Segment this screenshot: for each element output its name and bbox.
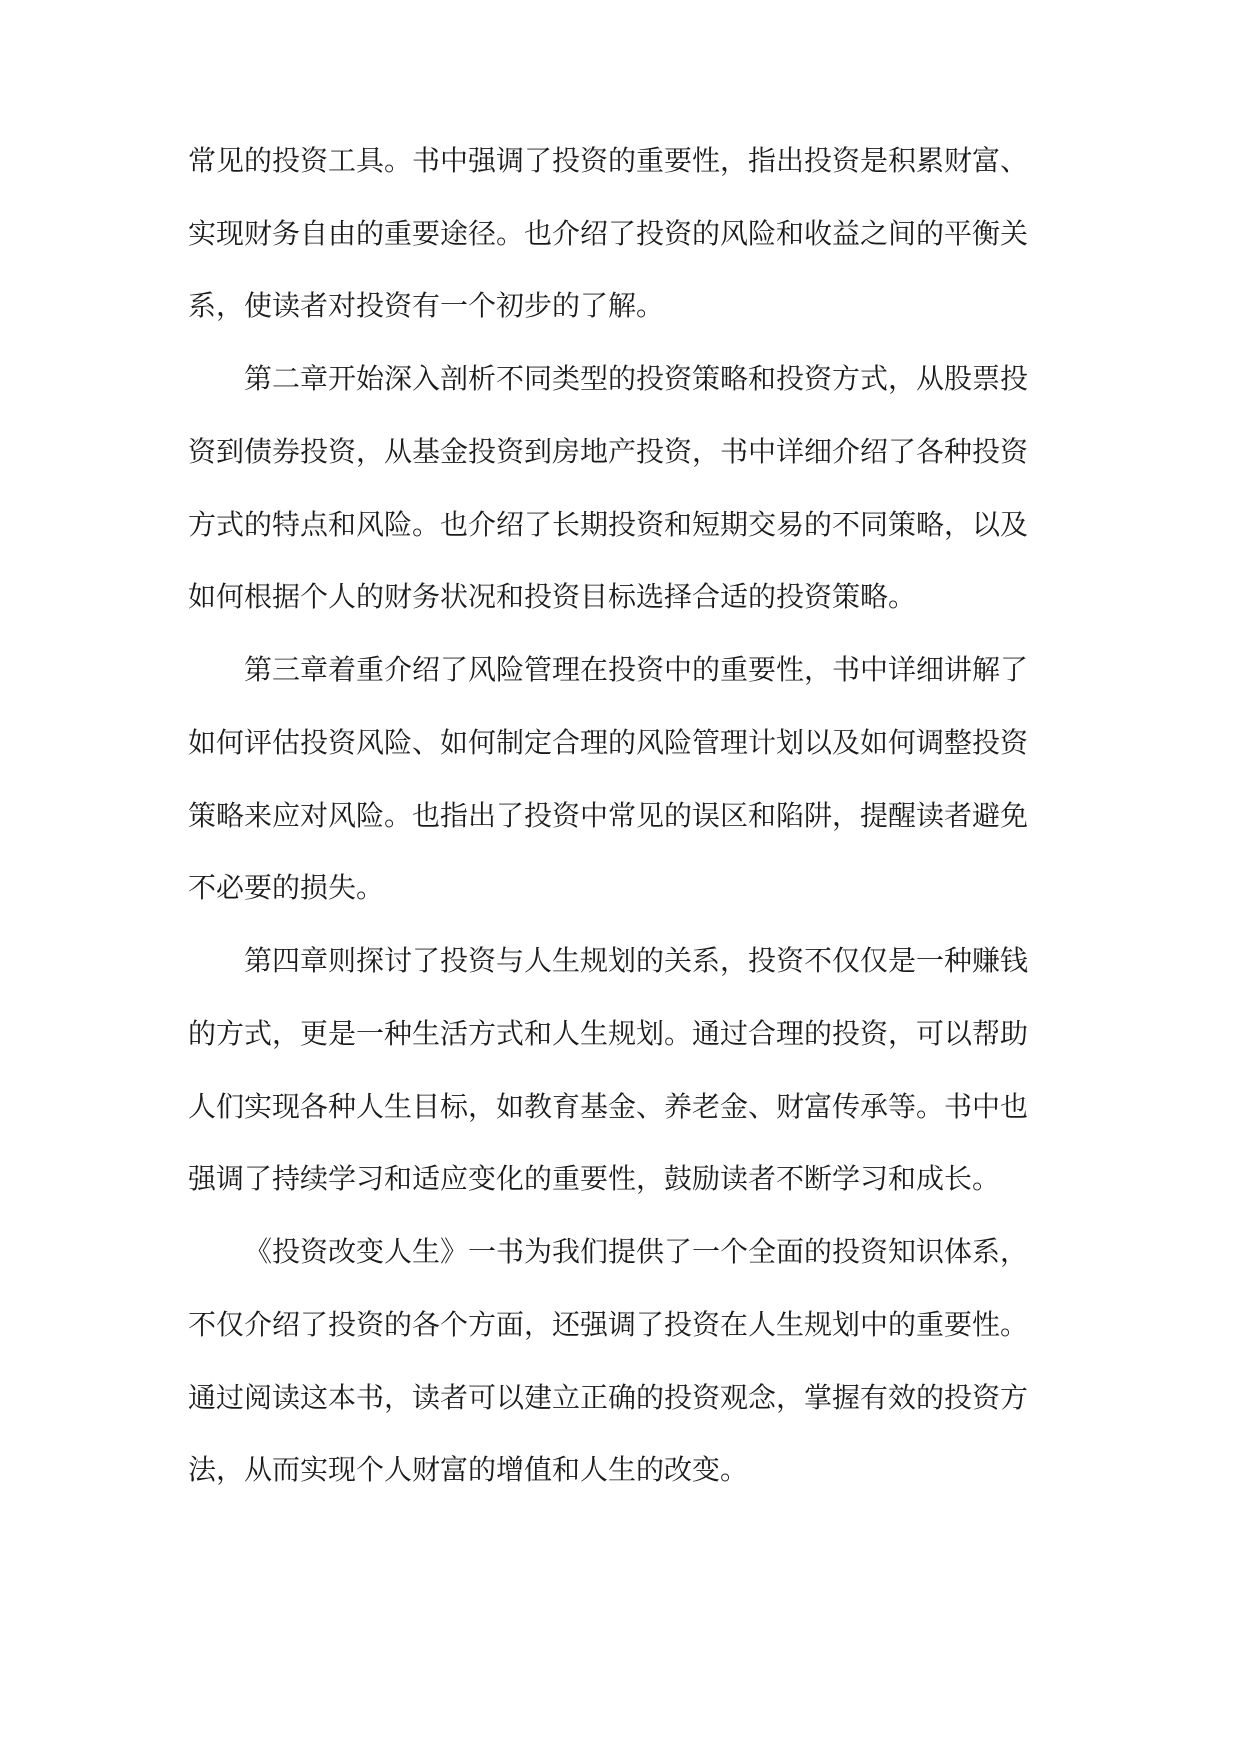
text-line: 实现财务自由的重要途径。也介绍了投资的风险和收益之间的平衡关 <box>188 217 1029 250</box>
text-line: 资到债券投资，从基金投资到房地产投资，书中详细介绍了各种投资 <box>188 435 1029 468</box>
text-line: 强调了持续学习和适应变化的重要性，鼓励读者不断学习和成长。 <box>188 1162 1001 1195</box>
text-line: 不必要的损失。 <box>188 871 385 904</box>
text-line: 不仅介绍了投资的各个方面，还强调了投资在人生规划中的重要性。 <box>188 1308 1029 1341</box>
text-line: 第二章开始深入剖析不同类型的投资策略和投资方式，从股票投 <box>244 362 1029 395</box>
text-line: 策略来应对风险。也指出了投资中常见的误区和陷阱，提醒读者避免 <box>188 799 1029 832</box>
text-line: 第四章则探讨了投资与人生规划的关系，投资不仅仅是一种赚钱 <box>244 944 1029 977</box>
text-line: 法，从而实现个人财富的增值和人生的改变。 <box>188 1453 749 1486</box>
text-line: 人们实现各种人生目标，如教育基金、养老金、财富传承等。书中也 <box>188 1090 1029 1123</box>
text-line: 的方式，更是一种生活方式和人生规划。通过合理的投资，可以帮助 <box>188 1017 1029 1050</box>
text-line: 系，使读者对投资有一个初步的了解。 <box>188 289 665 322</box>
text-line: 常见的投资工具。书中强调了投资的重要性，指出投资是积累财富、 <box>188 144 1029 177</box>
text-line: 如何评估投资风险、如何制定合理的风险管理计划以及如何调整投资 <box>188 726 1029 759</box>
text-line: 第三章着重介绍了风险管理在投资中的重要性，书中详细讲解了 <box>244 653 1029 686</box>
text-line: 通过阅读这本书，读者可以建立正确的投资观念，掌握有效的投资方 <box>188 1381 1029 1414</box>
text-line: 《投资改变人生》一书为我们提供了一个全面的投资知识体系， <box>244 1235 1029 1268</box>
text-line: 如何根据个人的财务状况和投资目标选择合适的投资策略。 <box>188 580 917 613</box>
text-line: 方式的特点和风险。也介绍了长期投资和短期交易的不同策略，以及 <box>188 508 1029 541</box>
